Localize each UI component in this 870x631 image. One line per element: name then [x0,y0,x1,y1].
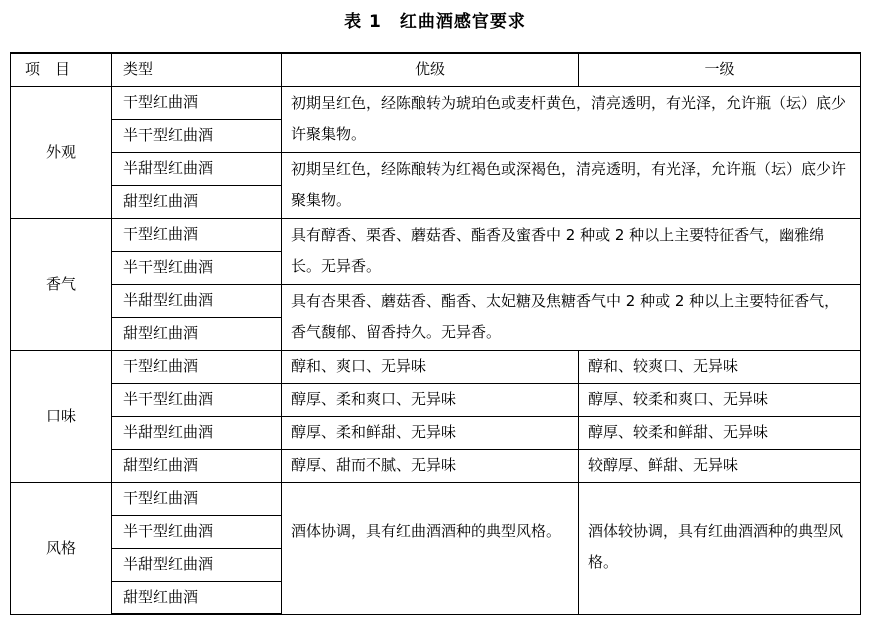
header-excellent: 优级 [282,53,579,86]
header-item: 项 目 [11,53,112,86]
taste-first-dry: 醇和、较爽口、无异味 [579,350,861,383]
type-semi-dry: 半干型红曲酒 [112,119,282,152]
type-dry: 干型红曲酒 [112,218,282,251]
header-first-grade: 一级 [579,53,861,86]
taste-excellent-semi-dry: 醇厚、柔和爽口、无异味 [282,383,579,416]
table-row [11,152,861,185]
category-aroma: 香气 [11,218,112,350]
taste-excellent-dry: 醇和、爽口、无异味 [282,350,579,383]
taste-first-semi-dry: 醇厚、较柔和爽口、无异味 [579,383,861,416]
taste-first-sweet: 较醇厚、鲜甜、无异味 [579,449,861,482]
category-style: 风格 [11,482,112,614]
appearance-sweet-desc: 初期呈红色，经陈酿转为红褐色或深褐色，清亮透明，有光泽，允许瓶（坛）底少许聚集物。 [282,152,861,218]
type-sweet: 甜型红曲酒 [112,185,282,218]
type-semi-dry: 半干型红曲酒 [112,515,282,548]
table-row [11,284,861,317]
sensory-requirements-table [10,52,861,615]
type-semi-sweet: 半甜型红曲酒 [112,548,282,581]
table-row [11,449,861,482]
table-row [11,383,861,416]
aroma-sweet-desc: 具有杏果香、蘑菇香、酯香、太妃糖及焦糖香气中 2 种或 2 种以上主要特征香气，香气馥郁、留香持久。无异香。 [282,284,861,350]
type-sweet: 甜型红曲酒 [112,317,282,350]
category-taste: 口味 [11,350,112,482]
appearance-dry-desc: 初期呈红色，经陈酿转为琥珀色或麦杆黄色，清亮透明，有光泽，允许瓶（坛）底少许聚集物。 [282,86,861,152]
type-sweet: 甜型红曲酒 [112,449,282,482]
table-row [11,482,861,515]
header-type: 类型 [112,53,282,86]
type-semi-dry: 半干型红曲酒 [112,251,282,284]
type-semi-dry: 半干型红曲酒 [112,383,282,416]
aroma-dry-desc: 具有醇香、栗香、蘑菇香、酯香及蜜香中 2 种或 2 种以上主要特征香气，幽雅绵长。无异香。 [282,218,861,284]
type-dry: 干型红曲酒 [112,86,282,119]
type-sweet: 甜型红曲酒 [112,581,282,614]
table-row [11,350,861,383]
table-caption: 表 1 红曲酒感官要求 [344,12,526,32]
style-first-desc: 酒体较协调，具有红曲酒酒种的典型风格。 [579,482,861,614]
table-row [11,218,861,251]
taste-excellent-sweet: 醇厚、甜而不腻、无异味 [282,449,579,482]
type-semi-sweet: 半甜型红曲酒 [112,416,282,449]
taste-first-semi-sweet: 醇厚、较柔和鲜甜、无异味 [579,416,861,449]
taste-excellent-semi-sweet: 醇厚、柔和鲜甜、无异味 [282,416,579,449]
category-appearance: 外观 [11,86,112,218]
type-dry: 干型红曲酒 [112,350,282,383]
type-semi-sweet: 半甜型红曲酒 [112,284,282,317]
table-row [11,416,861,449]
style-excellent-desc: 酒体协调，具有红曲酒酒种的典型风格。 [282,482,579,614]
table-row [11,86,861,119]
type-semi-sweet: 半甜型红曲酒 [112,152,282,185]
header-row [11,53,861,86]
type-dry: 干型红曲酒 [112,482,282,515]
